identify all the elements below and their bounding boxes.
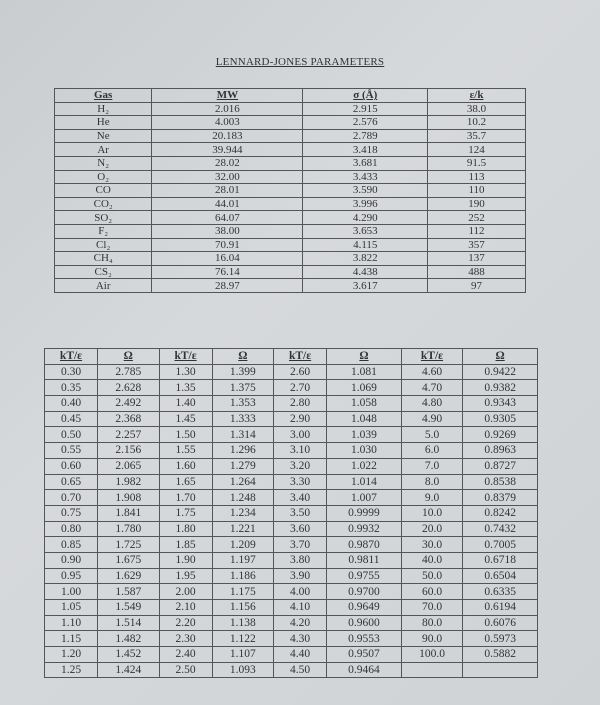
table-cell: Air: [55, 279, 152, 293]
table-cell: 1.093: [212, 662, 273, 678]
table-row: [45, 521, 538, 537]
table-cell: N₂: [55, 156, 152, 170]
table-cell: 80.0: [401, 615, 462, 631]
table-cell: 110: [428, 184, 526, 198]
table-cell: 2.20: [159, 615, 212, 631]
table-cell: 16.04: [152, 252, 303, 266]
table-cell: 1.25: [45, 662, 98, 678]
table-cell: 40.0: [401, 552, 462, 568]
table-cell: 2.30: [159, 631, 212, 647]
table-cell: 1.95: [159, 568, 212, 584]
table-cell: 1.482: [98, 631, 159, 647]
table-cell: 0.6718: [463, 552, 538, 568]
table-cell: 4.40: [274, 647, 327, 663]
table-cell: 0.75: [45, 505, 98, 521]
table-cell: 7.0: [401, 458, 462, 474]
table-row: [45, 552, 538, 568]
table-cell: 0.9700: [327, 584, 402, 600]
table-cell: 1.039: [327, 427, 402, 443]
table-cell: 1.030: [327, 443, 402, 459]
table-cell: 1.156: [212, 600, 273, 616]
table-cell: 3.418: [303, 143, 428, 157]
table-cell: 0.30: [45, 364, 98, 380]
table-cell: 1.234: [212, 505, 273, 521]
table-cell: 0.9269: [463, 427, 538, 443]
table-cell: 4.003: [152, 116, 303, 130]
table-row: [45, 631, 538, 647]
table-cell: 488: [428, 265, 526, 279]
table-cell: 0.6194: [463, 600, 538, 616]
table-cell: 2.016: [152, 102, 303, 116]
table-cell: 3.70: [274, 537, 327, 553]
table-cell: 0.45: [45, 411, 98, 427]
table-cell: 50.0: [401, 568, 462, 584]
table-row: [55, 224, 526, 238]
table-cell: 3.50: [274, 505, 327, 521]
table-cell: 0.8727: [463, 458, 538, 474]
table-cell: 0.9553: [327, 631, 402, 647]
table-row: [55, 129, 526, 143]
table-cell: 8.0: [401, 474, 462, 490]
table-cell: 2.156: [98, 443, 159, 459]
table-cell: 91.5: [428, 156, 526, 170]
column-header: kT/ε: [45, 349, 98, 365]
table-row: [55, 143, 526, 157]
table-cell: 1.353: [212, 396, 273, 412]
table-cell: 0.60: [45, 458, 98, 474]
table-row: [55, 184, 526, 198]
column-header: kT/ε: [401, 349, 462, 365]
table-cell: 2.70: [274, 380, 327, 396]
table-cell: 1.908: [98, 490, 159, 506]
table-row: [45, 364, 538, 380]
table-cell: 1.50: [159, 427, 212, 443]
table-cell: 1.841: [98, 505, 159, 521]
table-row: [55, 170, 526, 184]
table-cell: 2.00: [159, 584, 212, 600]
table-cell: 0.9870: [327, 537, 402, 553]
table-cell: 0.95: [45, 568, 98, 584]
table-cell: 3.653: [303, 224, 428, 238]
table-cell: 0.65: [45, 474, 98, 490]
table-cell: 113: [428, 170, 526, 184]
table-cell: 35.7: [428, 129, 526, 143]
table-cell: 44.01: [152, 197, 303, 211]
table-cell: 28.97: [152, 279, 303, 293]
table-cell: 3.90: [274, 568, 327, 584]
table-row: [55, 238, 526, 252]
table-cell: CH₄: [55, 252, 152, 266]
table-cell: Ne: [55, 129, 152, 143]
table-row: [55, 156, 526, 170]
table-cell: 10.0: [401, 505, 462, 521]
table-cell: 10.2: [428, 116, 526, 130]
table-cell: 0.6076: [463, 615, 538, 631]
table-cell: 124: [428, 143, 526, 157]
table-cell: 0.9422: [463, 364, 538, 380]
table-cell: 2.785: [98, 364, 159, 380]
table-cell: 0.5882: [463, 647, 538, 663]
table-cell: 1.65: [159, 474, 212, 490]
table-cell: 1.399: [212, 364, 273, 380]
table-cell: 0.9649: [327, 600, 402, 616]
gas-parameters-table: [54, 88, 526, 293]
column-header: kT/ε: [274, 349, 327, 365]
table-row: [45, 396, 538, 412]
table-cell: 0.9382: [463, 380, 538, 396]
column-header: Ω: [212, 349, 273, 365]
table-cell: 0.70: [45, 490, 98, 506]
table-cell: 30.0: [401, 537, 462, 553]
table-cell: 39.944: [152, 143, 303, 157]
table-cell: 2.80: [274, 396, 327, 412]
table-cell: 0.7432: [463, 521, 538, 537]
table-cell: 4.60: [401, 364, 462, 380]
table-cell: 3.996: [303, 197, 428, 211]
table-cell: 4.438: [303, 265, 428, 279]
table-cell: 3.681: [303, 156, 428, 170]
table-cell: CS₂: [55, 265, 152, 279]
table-cell: 2.065: [98, 458, 159, 474]
table-cell: 1.90: [159, 552, 212, 568]
table-cell: 1.55: [159, 443, 212, 459]
table-cell: 1.00: [45, 584, 98, 600]
column-header: Ω: [98, 349, 159, 365]
table-cell: 0.6335: [463, 584, 538, 600]
table-cell: 70.0: [401, 600, 462, 616]
table-row: [55, 211, 526, 225]
table-cell: 1.122: [212, 631, 273, 647]
table-cell: 0.6504: [463, 568, 538, 584]
table-cell: 4.10: [274, 600, 327, 616]
table-cell: 1.587: [98, 584, 159, 600]
table-cell: 0.9600: [327, 615, 402, 631]
table-cell: 0.9932: [327, 521, 402, 537]
table-cell: 2.576: [303, 116, 428, 130]
table-cell: 2.90: [274, 411, 327, 427]
table-cell: 1.549: [98, 600, 159, 616]
column-header: MW: [152, 89, 303, 103]
table-cell: 1.75: [159, 505, 212, 521]
page-title: LENNARD-JONES PARAMETERS: [215, 56, 385, 68]
table-cell: 137: [428, 252, 526, 266]
table-cell: 28.02: [152, 156, 303, 170]
table-cell: 1.314: [212, 427, 273, 443]
table-cell: 2.628: [98, 380, 159, 396]
table-cell: 0.8538: [463, 474, 538, 490]
table-cell: 0.40: [45, 396, 98, 412]
table-cell: 2.10: [159, 600, 212, 616]
table-cell: 0.85: [45, 537, 98, 553]
table-row: [45, 647, 538, 663]
table-cell: H₂: [55, 102, 152, 116]
table-row: [55, 102, 526, 116]
table-cell: 1.452: [98, 647, 159, 663]
table-cell: Cl₂: [55, 238, 152, 252]
table-cell: [401, 662, 462, 678]
table-cell: 1.296: [212, 443, 273, 459]
table-cell: 357: [428, 238, 526, 252]
table-cell: 1.197: [212, 552, 273, 568]
table-cell: 0.8379: [463, 490, 538, 506]
table-cell: 1.70: [159, 490, 212, 506]
table-cell: 1.30: [159, 364, 212, 380]
table-cell: 1.069: [327, 380, 402, 396]
table-cell: 3.00: [274, 427, 327, 443]
table-cell: 0.7005: [463, 537, 538, 553]
table-row: [55, 265, 526, 279]
table-cell: Ar: [55, 143, 152, 157]
table-cell: 1.221: [212, 521, 273, 537]
column-header: Gas: [55, 89, 152, 103]
table-cell: 1.780: [98, 521, 159, 537]
table-cell: 64.07: [152, 211, 303, 225]
table-cell: 4.50: [274, 662, 327, 678]
table-cell: 3.60: [274, 521, 327, 537]
table-cell: 1.175: [212, 584, 273, 600]
table-cell: 1.375: [212, 380, 273, 396]
table-cell: 1.138: [212, 615, 273, 631]
column-header: σ (Å): [303, 89, 428, 103]
table-cell: 4.30: [274, 631, 327, 647]
table-cell: 1.081: [327, 364, 402, 380]
table-cell: 1.058: [327, 396, 402, 412]
table-cell: 0.9755: [327, 568, 402, 584]
column-header: ε/k: [428, 89, 526, 103]
table-cell: 3.80: [274, 552, 327, 568]
table-cell: 1.007: [327, 490, 402, 506]
table-cell: 0.8963: [463, 443, 538, 459]
table-cell: 1.264: [212, 474, 273, 490]
table-cell: 90.0: [401, 631, 462, 647]
table-cell: F₂: [55, 224, 152, 238]
table-cell: 1.333: [212, 411, 273, 427]
table-cell: 1.85: [159, 537, 212, 553]
table-cell: 1.514: [98, 615, 159, 631]
table-row: [45, 411, 538, 427]
table-row: [45, 615, 538, 631]
table-cell: 2.60: [274, 364, 327, 380]
table-cell: 1.675: [98, 552, 159, 568]
table-cell: 1.05: [45, 600, 98, 616]
table-cell: 1.15: [45, 631, 98, 647]
table-cell: 112: [428, 224, 526, 238]
table-cell: CO: [55, 184, 152, 198]
table-cell: 2.368: [98, 411, 159, 427]
table-cell: 1.629: [98, 568, 159, 584]
table-cell: 0.8242: [463, 505, 538, 521]
table-cell: 1.424: [98, 662, 159, 678]
table-header-row: [45, 349, 538, 365]
table-cell: [463, 662, 538, 678]
table-cell: 4.80: [401, 396, 462, 412]
table-cell: 0.9507: [327, 647, 402, 663]
table-cell: 6.0: [401, 443, 462, 459]
table-cell: 9.0: [401, 490, 462, 506]
table-cell: 1.80: [159, 521, 212, 537]
table-cell: 3.30: [274, 474, 327, 490]
table-cell: 60.0: [401, 584, 462, 600]
table-cell: 0.35: [45, 380, 98, 396]
table-row: [55, 279, 526, 293]
table-header-row: [55, 89, 526, 103]
table-cell: He: [55, 116, 152, 130]
column-header: Ω: [327, 349, 402, 365]
table-cell: 1.022: [327, 458, 402, 474]
table-row: [55, 197, 526, 211]
table-cell: CO₂: [55, 197, 152, 211]
table-row: [45, 490, 538, 506]
table-cell: 1.209: [212, 537, 273, 553]
table-cell: 20.183: [152, 129, 303, 143]
table-row: [45, 427, 538, 443]
table-cell: 0.55: [45, 443, 98, 459]
column-header: Ω: [463, 349, 538, 365]
table-cell: 1.35: [159, 380, 212, 396]
table-cell: 0.80: [45, 521, 98, 537]
table-cell: 4.70: [401, 380, 462, 396]
table-cell: 1.107: [212, 647, 273, 663]
table-cell: 0.9305: [463, 411, 538, 427]
table-cell: 3.40: [274, 490, 327, 506]
collision-integral-table: [44, 348, 538, 678]
table-cell: 252: [428, 211, 526, 225]
table-cell: 3.617: [303, 279, 428, 293]
table-cell: 1.40: [159, 396, 212, 412]
table-cell: 20.0: [401, 521, 462, 537]
table-cell: 3.433: [303, 170, 428, 184]
table-cell: 3.10: [274, 443, 327, 459]
table-cell: 4.90: [401, 411, 462, 427]
table-cell: 32.00: [152, 170, 303, 184]
table-cell: 0.90: [45, 552, 98, 568]
table-cell: 2.915: [303, 102, 428, 116]
table-cell: 3.20: [274, 458, 327, 474]
table-cell: 4.00: [274, 584, 327, 600]
table-cell: 28.01: [152, 184, 303, 198]
table-cell: 1.982: [98, 474, 159, 490]
table-cell: 1.10: [45, 615, 98, 631]
table-cell: 190: [428, 197, 526, 211]
column-header: kT/ε: [159, 349, 212, 365]
table-cell: 2.789: [303, 129, 428, 143]
table-cell: 0.9811: [327, 552, 402, 568]
table-row: [45, 600, 538, 616]
table-cell: 3.590: [303, 184, 428, 198]
table-row: [45, 662, 538, 678]
table-cell: 38.00: [152, 224, 303, 238]
table-cell: 1.186: [212, 568, 273, 584]
table-row: [45, 443, 538, 459]
table-cell: 2.50: [159, 662, 212, 678]
table-cell: 3.822: [303, 252, 428, 266]
table-cell: 70.91: [152, 238, 303, 252]
table-cell: 1.279: [212, 458, 273, 474]
table-row: [45, 505, 538, 521]
table-cell: 2.40: [159, 647, 212, 663]
table-cell: 38.0: [428, 102, 526, 116]
table-cell: 1.20: [45, 647, 98, 663]
table-cell: 1.248: [212, 490, 273, 506]
table-cell: 0.9464: [327, 662, 402, 678]
table-cell: 0.9343: [463, 396, 538, 412]
table-cell: 100.0: [401, 647, 462, 663]
table-cell: SO₂: [55, 211, 152, 225]
table-cell: 4.290: [303, 211, 428, 225]
table-cell: 0.9999: [327, 505, 402, 521]
table-cell: 0.5973: [463, 631, 538, 647]
table-cell: 5.0: [401, 427, 462, 443]
table-cell: 1.45: [159, 411, 212, 427]
table-row: [45, 380, 538, 396]
table-cell: 1.725: [98, 537, 159, 553]
table-cell: 0.50: [45, 427, 98, 443]
table-row: [45, 537, 538, 553]
table-cell: 2.492: [98, 396, 159, 412]
table-cell: 1.60: [159, 458, 212, 474]
table-cell: 1.048: [327, 411, 402, 427]
table-cell: 76.14: [152, 265, 303, 279]
table-row: [55, 116, 526, 130]
table-cell: O₂: [55, 170, 152, 184]
table-row: [45, 474, 538, 490]
table-row: [45, 584, 538, 600]
table-cell: 2.257: [98, 427, 159, 443]
table-cell: 4.115: [303, 238, 428, 252]
table-row: [45, 458, 538, 474]
table-cell: 4.20: [274, 615, 327, 631]
table-row: [55, 252, 526, 266]
table-row: [45, 568, 538, 584]
table-cell: 1.014: [327, 474, 402, 490]
table-cell: 97: [428, 279, 526, 293]
